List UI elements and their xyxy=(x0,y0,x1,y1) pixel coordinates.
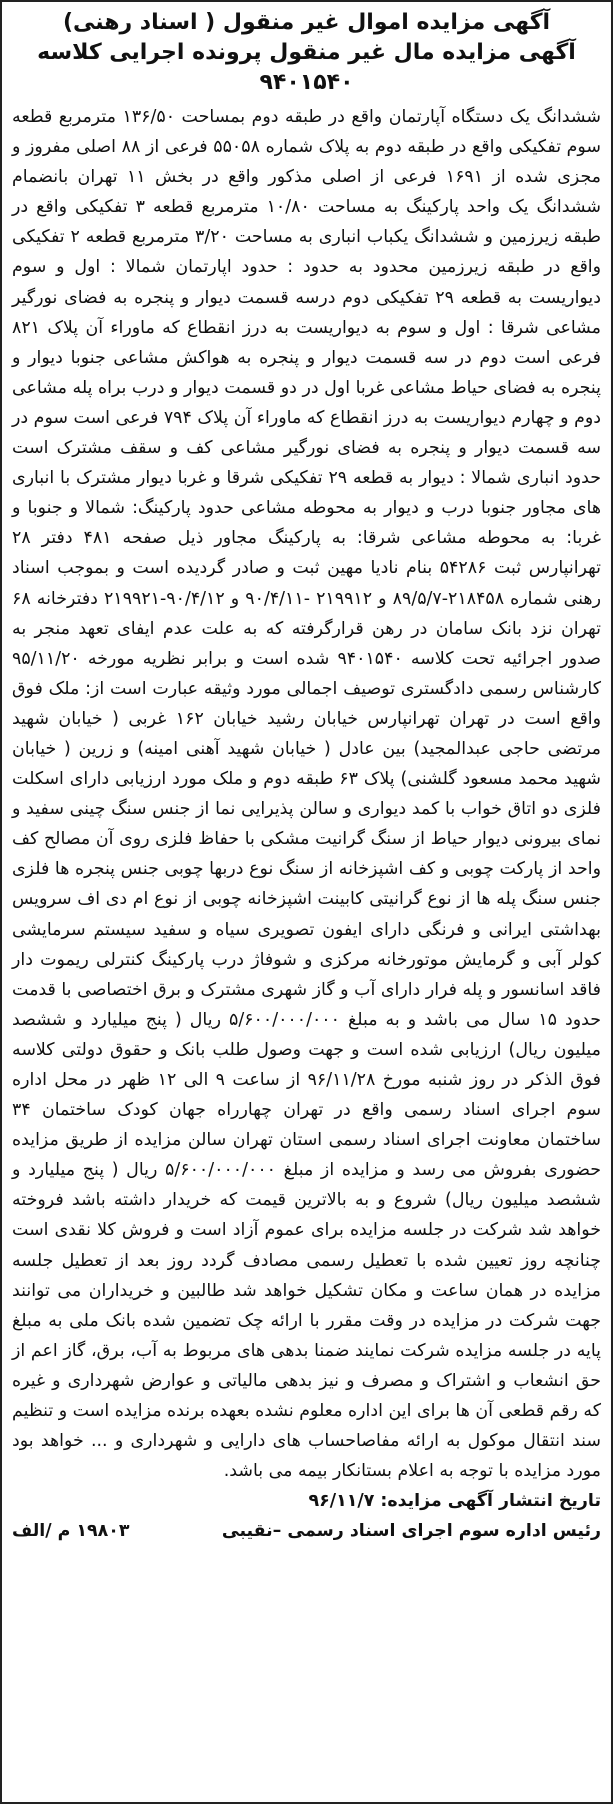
notice-title-primary: آگهی مزایده اموال غیر منقول ( اسناد رهنی) xyxy=(62,10,551,35)
notice-body: ششدانگ یک دستگاه آپارتمان واقع در طبقه دوم بمساحت ۱۳۶/۵۰ مترمربع قطعه سوم تفکیکی واقع در طبقه دوم به پلاک شماره ۵۵۰۵۸ فرعی از ۸۸ اصلی مفروز و مجزی شده از ۱۶۹۱ فرعی از اصلی مذکور واقع در بخش ۱۱ تهران بانضمام ششدانگ یک واحد پارکینگ به مساحت ۱۰/۸۰ مترمربع قطعه ۳ تفکیکی واقع در طبقه زیرزمین و ششدانگ یکباب انباری به مساحت ۳/۲۰ مترمربع قطعه ۲ تفکیکی واقع در طبقه زیرزمین محدود به حدود : حدود اپارتمان شمالا : اول و سوم دیواریست به قطعه ۲۹ تفکیکی دوم درسه قسمت دیوار و پنجره به فضای نورگیر مشاعی شرقا : اول و سوم به دیواریست به درز انقطاع که ماوراء آن پلاک ۸۲۱ فرعی است دوم در سه قسمت دیوار و پنجره به هواکش مشاعی جنوبا دیوار و پنجره به فضای حیاط مشاعی غربا اول در دو قسمت دیوار و درب براه پله مشاعی دوم و چهارم دیواریست به درز انقطاع که ماوراء آن پلاک ۷۹۴ فرعی است سوم در سه قسمت دیوار و پنجره به فضای نورگیر مشاعی کف و سقف مشترک است حدود انباری شمالا : دیوار به قطعه ۲۹ تفکیکی شرقا و غربا دیوار مشترک با انباری های مجاور جنوبا درب و دیوار به محوطه مشاعی حدود پارکینگ: شمالا و جنوبا و غربا: به محوطه مشاعی شرقا: به پارکینگ مجاور ذیل صفحه ۴۸۱ دفتر ۲۸ تهرانپارس ثبت ۵۴۲۸۶ بنام نادیا مهین ثبت و صادر گردیده است و بموجب اسناد رهنی شماره ۲۱۸۴۵۸-۸۹/۵/۷ و ۲۱۹۹۱۲ -۹۰/۴/۱۱ و ۹۰/۴/۱۲-۲۱۹۹۲۱ دفترخانه ۶۸ تهران نزد بانک سامان در رهن قرارگرفته که به علت عدم ایفای تعهد منجر به صدور اجرائیه تحت کلاسه ۹۴۰۱۵۴۰ شده است و برابر نظریه مورخه ۹۵/۱۱/۲۰ کارشناس رسمی دادگستری توصیف اجمالی مورد وثیقه عبارت است از: ملک فوق واقع است در تهران تهرانپارس خیابان رشید خیابان ۱۶۲ غربی ( خیابان شهید مرتضی حاجی عبدالمجید) بین عادل ( خیابان شهید آهنی امینه) و زرین ( خیابان شهید محمد مسعود گلشنی) پلاک ۶۳ طبقه دوم و ملک مورد ارزیابی دارای اسکلت فلزی دو اتاق خواب با کمد دیواری و سالن پذیرایی نما از جنس سنگ چینی سفید و نمای بیرونی دیوار حیاط از سنگ گرانیت مشکی با حفاظ فلزی روی آن مصالح کف واحد از پارکت چوبی و کف اشپزخانه از سنگ نوع دربها چوبی جنس پنجره ها فلزی جنس سنگ پله ها از نوع گرانیتی کابینت اشپزخانه چوبی از نوع ام دی اف سرویس بهداشتی ایرانی و فرنگی دارای ایفون تصویری سیاه و سفید سیستم سرمایشی کولر آبی و گرمایش موتورخانه مرکزی و شوفاژ درب پارکینگ کنترلی ریموت دار فاقد اسانسور و پله فرار دارای آب و گاز شهری مشترک و برق اختصاصی با قدمت حدود ۱۵ سال می باشد و به مبلغ ۵/۶۰۰/۰۰۰/۰۰۰ ریال ( پنج میلیارد و ششصد میلیون ریال) ارزیابی شده است و جهت وصول طلب بانک و حقوق دولتی کلاسه فوق الذکر در روز شنبه مورخ ۹۶/۱۱/۲۸ از ساعت ۹ الی ۱۲ ظهر در محل اداره سوم اجرای اسناد رسمی واقع در تهران چهارراه جهان کودک ساختمان ۳۴ ساختمان معاونت اجرای اسناد رسمی استان تهران سالن مزایده از طریق مزایده حضوری بفروش می رسد و مزایده از مبلغ ۵/۶۰۰/۰۰۰/۰۰۰ ریال ( پنج میلیارد و ششصد میلیون ریال) شروع و به بالاترین قیمت که خریدار داشته باشد فروخته خواهد شد شرکت در جلسه مزایده برای عموم آزاد است و فروش کلا نقدی است چنانچه روز تعیین شده با تعطیل رسمی مصادف گردد روز بعد از تعطیل جلسه مزایده در همان ساعت و مکان تشکیل خواهد شد طالبین و خریداران می توانند جهت شرکت در مزایده در وقت مقرر با ارائه چک تضمین شده بانک ملی به مبلغ پایه در جلسه مزایده شرکت نمایند ضمنا بدهی های مربوط به آب، برق، گاز اعم از حق انشعاب و اشتراک و مصرف و نیز بدهی مالیاتی و عوارض شهرداری و غیره که رقم قطعی آن ها برای این اداره معلوم نشده بعهده برنده مزایده است و تنظیم سند انتقال موکول به ارائه مفاصاحساب های دارایی و شهرداری و ... خواهد بود مورد مزایده با توجه به اعلام بستانکار بیمه می باشد. xyxy=(12,107,601,1482)
notice-title-secondary: آگهی مزایده مال غیر منقول پرونده اجرایی کلاسه ۹۴۰۱۵۴۰ xyxy=(37,40,576,95)
notice-footer xyxy=(12,1516,601,1546)
reference-code: ۱۹۸۰۳ م /الف xyxy=(12,1521,130,1542)
signature: رئیس اداره سوم اجرای اسناد رسمی –نقیبی xyxy=(221,1521,601,1542)
publication-date: تاریخ انتشار آگهی مزایده: ۹۶/۱۱/۷ xyxy=(308,1491,601,1512)
